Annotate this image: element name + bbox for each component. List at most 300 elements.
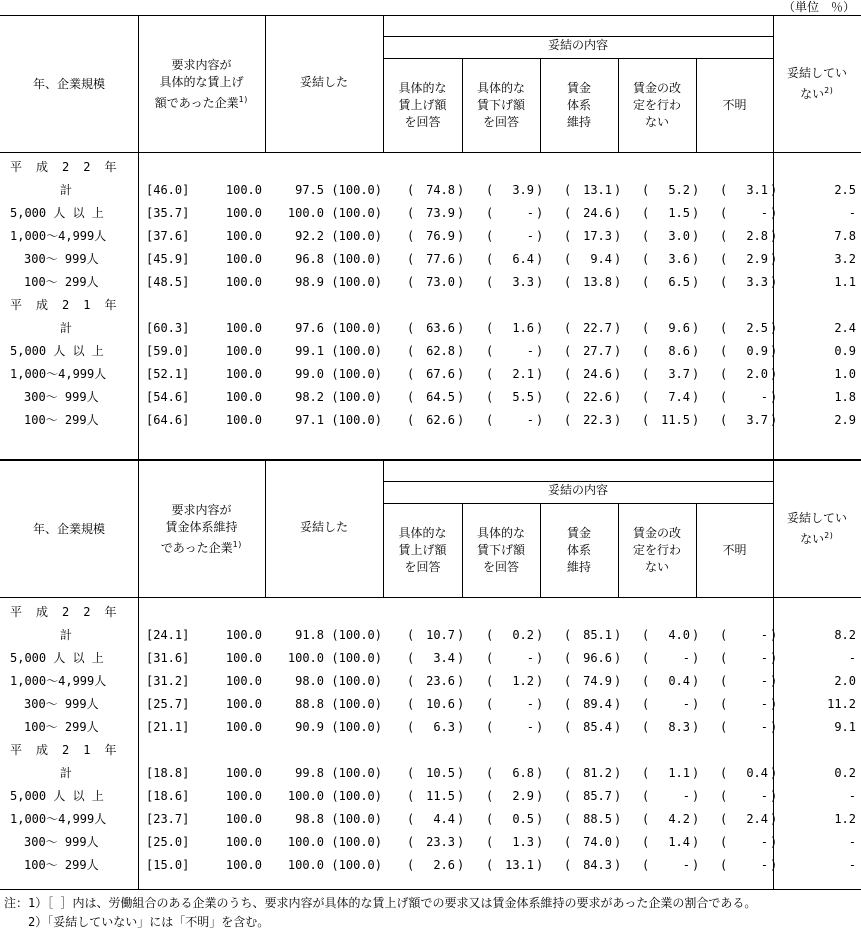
req-total: 100.0 — [225, 628, 262, 642]
header-request-line: であった企業$^{1)}$ — [160, 539, 243, 555]
header-sub-line: 賃下げ額 — [476, 97, 525, 112]
content-value-4: - — [760, 697, 768, 711]
content-value-4: 2.0 — [746, 367, 768, 381]
content-value-2: 13.8 — [583, 275, 612, 289]
req-total: 100.0 — [225, 789, 262, 803]
close-paren: ) — [770, 390, 778, 404]
close-paren: ) — [692, 812, 700, 826]
year-row — [0, 294, 861, 317]
header-sub-4 — [696, 503, 773, 597]
open-paren: ( — [486, 275, 494, 289]
content-value-0: 10.5 — [426, 766, 455, 780]
settled-total: (100.0) — [331, 229, 382, 243]
open-paren: ( — [642, 390, 650, 404]
header-sub-line: 賃金の改 — [632, 525, 681, 540]
open-paren: ( — [407, 275, 415, 289]
open-paren: ( — [486, 183, 494, 197]
content-value-0: 2.6 — [433, 858, 455, 872]
open-paren: ( — [486, 390, 494, 404]
request-share: [31.2] — [146, 674, 190, 688]
close-paren: ) — [692, 229, 700, 243]
open-paren: ( — [720, 766, 728, 780]
row-label: 計 — [60, 321, 73, 335]
table-row — [0, 202, 861, 225]
not-settled: 8.2 — [834, 628, 856, 642]
open-paren: ( — [407, 812, 415, 826]
header-divider — [696, 58, 697, 152]
content-value-1: - — [526, 413, 534, 427]
header-sub-0 — [383, 58, 462, 152]
not-settled: 2.5 — [834, 183, 856, 197]
content-value-2: 85.1 — [583, 628, 612, 642]
req-total: 100.0 — [225, 413, 262, 427]
content-value-4: 3.7 — [746, 413, 768, 427]
close-paren: ) — [692, 674, 700, 688]
open-paren: ( — [407, 413, 415, 427]
content-value-3: - — [682, 697, 690, 711]
content-value-2: 22.3 — [583, 413, 612, 427]
open-paren: ( — [642, 858, 650, 872]
close-paren: ) — [457, 628, 465, 642]
close-paren: ) — [692, 789, 700, 803]
table-row — [0, 225, 861, 248]
close-paren: ) — [692, 206, 700, 220]
close-paren: ) — [536, 390, 544, 404]
close-paren: ) — [457, 413, 465, 427]
header-sub-line: 不明 — [722, 542, 747, 557]
open-paren: ( — [720, 183, 728, 197]
header-divider — [540, 58, 541, 152]
header-divider — [265, 16, 266, 152]
settled-total: (100.0) — [331, 275, 382, 289]
settled-total: (100.0) — [331, 252, 382, 266]
req-total: 100.0 — [225, 344, 262, 358]
open-paren: ( — [407, 651, 415, 665]
close-paren: ) — [614, 275, 622, 289]
open-paren: ( — [720, 858, 728, 872]
close-paren: ) — [457, 858, 465, 872]
open-paren: ( — [486, 674, 494, 688]
settled-pct: 100.0 — [287, 206, 324, 220]
close-paren: ) — [614, 413, 622, 427]
content-value-4: - — [760, 720, 768, 734]
content-value-2: 9.4 — [590, 252, 612, 266]
req-total: 100.0 — [225, 275, 262, 289]
settled-total: (100.0) — [331, 344, 382, 358]
open-paren: ( — [564, 812, 572, 826]
content-value-2: 81.2 — [583, 766, 612, 780]
open-paren: ( — [642, 674, 650, 688]
close-paren: ) — [457, 275, 465, 289]
header-sub-line: を回答 — [482, 114, 519, 129]
content-value-0: 23.3 — [426, 835, 455, 849]
row-label: 300～ 999人 — [24, 252, 99, 266]
settled-pct: 100.0 — [287, 858, 324, 872]
close-paren: ) — [770, 413, 778, 427]
table-row — [0, 409, 861, 432]
close-paren: ) — [614, 651, 622, 665]
content-value-0: 73.9 — [426, 206, 455, 220]
header-request-line: 額であった企業$^{1)}$ — [154, 94, 249, 110]
req-total: 100.0 — [225, 858, 262, 872]
open-paren: ( — [407, 344, 415, 358]
open-paren: ( — [642, 766, 650, 780]
content-value-0: 76.9 — [426, 229, 455, 243]
close-paren: ) — [457, 367, 465, 381]
open-paren: ( — [564, 858, 572, 872]
request-share: [24.1] — [146, 628, 190, 642]
header-sub-1 — [462, 503, 540, 597]
open-paren: ( — [564, 252, 572, 266]
content-value-2: 24.6 — [583, 367, 612, 381]
open-paren: ( — [486, 229, 494, 243]
open-paren: ( — [642, 344, 650, 358]
header-not-sup: 2) — [824, 531, 834, 540]
row-label: 5,000 人 以 上 — [10, 651, 104, 665]
close-paren: ) — [457, 697, 465, 711]
content-value-1: - — [526, 697, 534, 711]
close-paren: ) — [536, 367, 544, 381]
close-paren: ) — [536, 229, 544, 243]
close-paren: ) — [614, 697, 622, 711]
header-not-line: ない$^{2)}$ — [800, 86, 834, 101]
open-paren: ( — [642, 697, 650, 711]
close-paren: ) — [770, 206, 778, 220]
header-sub-2 — [540, 503, 618, 597]
content-value-3: 8.3 — [668, 720, 690, 734]
settled-total: (100.0) — [331, 858, 382, 872]
content-value-3: - — [682, 651, 690, 665]
close-paren: ) — [692, 367, 700, 381]
header-request — [138, 461, 265, 597]
open-paren: ( — [486, 858, 494, 872]
table-row — [0, 670, 861, 693]
content-value-4: - — [760, 674, 768, 688]
close-paren: ) — [692, 697, 700, 711]
close-paren: ) — [536, 812, 544, 826]
req-total: 100.0 — [225, 321, 262, 335]
open-paren: ( — [564, 789, 572, 803]
content-value-1: 1.2 — [512, 674, 534, 688]
open-paren: ( — [564, 651, 572, 665]
open-paren: ( — [642, 628, 650, 642]
header-divider — [773, 16, 774, 152]
content-value-3: 4.0 — [668, 628, 690, 642]
header-sub-line: 賃上げ額 — [398, 542, 447, 557]
not-settled: 7.8 — [834, 229, 856, 243]
row-label: 計 — [60, 766, 73, 780]
content-value-0: 64.5 — [426, 390, 455, 404]
content-value-0: 77.6 — [426, 252, 455, 266]
open-paren: ( — [720, 812, 728, 826]
content-value-1: 2.1 — [512, 367, 534, 381]
close-paren: ) — [692, 344, 700, 358]
header-sub-line: を回答 — [482, 559, 519, 574]
header-settlement-content: 妥結の内容 — [547, 482, 608, 497]
close-paren: ) — [457, 252, 465, 266]
content-value-1: 3.3 — [512, 275, 534, 289]
settled-pct: 91.8 — [295, 628, 324, 642]
open-paren: ( — [642, 413, 650, 427]
content-value-1: 6.4 — [512, 252, 534, 266]
settled-pct: 98.9 — [295, 275, 324, 289]
close-paren: ) — [536, 252, 544, 266]
close-paren: ) — [770, 697, 778, 711]
request-share: [64.6] — [146, 413, 190, 427]
settled-total: (100.0) — [331, 183, 382, 197]
close-paren: ) — [770, 789, 778, 803]
settled-pct: 92.2 — [295, 229, 324, 243]
open-paren: ( — [407, 697, 415, 711]
content-value-1: 0.2 — [512, 628, 534, 642]
content-value-1: - — [526, 651, 534, 665]
year-label: 平成22年 — [10, 160, 131, 174]
settled-total: (100.0) — [331, 321, 382, 335]
open-paren: ( — [564, 206, 572, 220]
settled-pct: 100.0 — [287, 651, 324, 665]
req-total: 100.0 — [225, 651, 262, 665]
req-total: 100.0 — [225, 183, 262, 197]
content-value-1: - — [526, 229, 534, 243]
content-value-0: 73.0 — [426, 275, 455, 289]
open-paren: ( — [720, 206, 728, 220]
footnote-1: 注：1）［ ］内は、労働組合のある企業のうち、要求内容が具体的な賃上げ額での要求又は賃金体系維持の要求があった企業の割合である。 — [4, 896, 757, 910]
content-value-0: 6.3 — [433, 720, 455, 734]
table-header — [0, 15, 861, 153]
content-value-0: 62.8 — [426, 344, 455, 358]
request-share: [48.5] — [146, 275, 190, 289]
request-share: [25.7] — [146, 697, 190, 711]
close-paren: ) — [536, 413, 544, 427]
row-label: 1,000～4,999人 — [10, 674, 107, 688]
open-paren: ( — [642, 206, 650, 220]
content-value-0: 11.5 — [426, 789, 455, 803]
open-paren: ( — [642, 275, 650, 289]
not-settled: - — [848, 835, 856, 849]
request-share: [23.7] — [146, 812, 190, 826]
header-sub-4 — [696, 58, 773, 152]
close-paren: ) — [770, 628, 778, 642]
row-label: 計 — [60, 183, 73, 197]
not-settled: 11.2 — [827, 697, 856, 711]
header-request-line: 要求内容が — [171, 502, 232, 517]
close-paren: ) — [692, 390, 700, 404]
not-settled: 1.0 — [834, 367, 856, 381]
close-paren: ) — [536, 183, 544, 197]
open-paren: ( — [720, 252, 728, 266]
table-row — [0, 340, 861, 363]
not-settled: 2.9 — [834, 413, 856, 427]
close-paren: ) — [614, 229, 622, 243]
open-paren: ( — [642, 229, 650, 243]
settled-total: (100.0) — [331, 766, 382, 780]
close-paren: ) — [457, 183, 465, 197]
close-paren: ) — [457, 390, 465, 404]
open-paren: ( — [564, 413, 572, 427]
open-paren: ( — [486, 766, 494, 780]
content-value-0: 4.4 — [433, 812, 455, 826]
header-settled: 妥結した — [299, 520, 348, 534]
settled-pct: 88.8 — [295, 697, 324, 711]
open-paren: ( — [407, 720, 415, 734]
content-value-2: 13.1 — [583, 183, 612, 197]
req-total: 100.0 — [225, 697, 262, 711]
header-divider — [696, 503, 697, 597]
settled-total: (100.0) — [331, 674, 382, 688]
not-settled: 0.2 — [834, 766, 856, 780]
content-value-2: 22.6 — [583, 390, 612, 404]
header-sub-line: 体系 — [566, 542, 591, 557]
req-total: 100.0 — [225, 674, 262, 688]
content-value-1: - — [526, 720, 534, 734]
table-bottom-line — [0, 889, 861, 890]
close-paren: ) — [536, 628, 544, 642]
settled-total: (100.0) — [331, 413, 382, 427]
close-paren: ) — [770, 674, 778, 688]
header-sub-line: 維持 — [566, 559, 591, 574]
content-value-0: 63.6 — [426, 321, 455, 335]
open-paren: ( — [720, 835, 728, 849]
content-value-3: 11.5 — [661, 413, 690, 427]
open-paren: ( — [407, 766, 415, 780]
content-value-2: 27.7 — [583, 344, 612, 358]
content-value-4: - — [760, 651, 768, 665]
open-paren: ( — [486, 413, 494, 427]
header-divider — [138, 16, 139, 152]
content-value-3: 9.6 — [668, 321, 690, 335]
close-paren: ) — [770, 183, 778, 197]
not-settled: - — [848, 206, 856, 220]
req-total: 100.0 — [225, 766, 262, 780]
header-sub-line: 不明 — [722, 97, 747, 112]
row-label: 1,000～4,999人 — [10, 812, 107, 826]
row-label: 100～ 299人 — [24, 413, 99, 427]
request-share: [52.1] — [146, 367, 190, 381]
header-divider — [618, 503, 619, 597]
content-value-2: 24.6 — [583, 206, 612, 220]
header-sub-line: 具体的な — [398, 80, 447, 95]
close-paren: ) — [457, 344, 465, 358]
open-paren: ( — [564, 367, 572, 381]
close-paren: ) — [614, 674, 622, 688]
content-value-2: 96.6 — [583, 651, 612, 665]
settled-pct: 98.8 — [295, 812, 324, 826]
open-paren: ( — [407, 229, 415, 243]
close-paren: ) — [457, 229, 465, 243]
header-sub-line: 賃金 — [566, 80, 591, 95]
table-row — [0, 363, 861, 386]
content-value-0: 10.7 — [426, 628, 455, 642]
open-paren: ( — [720, 674, 728, 688]
settled-total: (100.0) — [331, 390, 382, 404]
header-request-line: 具体的な賃上げ — [159, 74, 244, 89]
open-paren: ( — [407, 789, 415, 803]
settled-pct: 98.0 — [295, 674, 324, 688]
close-paren: ) — [536, 674, 544, 688]
close-paren: ) — [692, 252, 700, 266]
not-settled: - — [848, 789, 856, 803]
content-value-2: 85.4 — [583, 720, 612, 734]
header-not-line: ない$^{2)}$ — [800, 531, 834, 546]
content-value-4: - — [760, 206, 768, 220]
row-label: 300～ 999人 — [24, 697, 99, 711]
close-paren: ) — [692, 413, 700, 427]
open-paren: ( — [564, 766, 572, 780]
header-divider — [618, 58, 619, 152]
open-paren: ( — [407, 674, 415, 688]
table-row — [0, 831, 861, 854]
header-year-size: 年、企業規模 — [32, 76, 105, 91]
content-value-4: 0.4 — [746, 766, 768, 780]
row-label: 100～ 299人 — [24, 858, 99, 872]
not-settled: 9.1 — [834, 720, 856, 734]
close-paren: ) — [614, 367, 622, 381]
content-value-4: - — [760, 858, 768, 872]
close-paren: ) — [457, 720, 465, 734]
not-settled: 3.2 — [834, 252, 856, 266]
settled-pct: 97.6 — [295, 321, 324, 335]
unit-label: （単位 ％） — [782, 0, 855, 14]
open-paren: ( — [720, 413, 728, 427]
settled-total: (100.0) — [331, 206, 382, 220]
open-paren: ( — [564, 183, 572, 197]
request-share: [31.6] — [146, 651, 190, 665]
header-sub-line: 定を行わ — [632, 542, 681, 557]
content-value-2: 22.7 — [583, 321, 612, 335]
not-settled: 1.1 — [834, 275, 856, 289]
req-total: 100.0 — [225, 720, 262, 734]
open-paren: ( — [486, 720, 494, 734]
header-sub-line — [383, 503, 773, 504]
open-paren: ( — [720, 697, 728, 711]
table-row — [0, 248, 861, 271]
row-label: 300～ 999人 — [24, 390, 99, 404]
open-paren: ( — [486, 697, 494, 711]
year-label: 平成21年 — [10, 298, 131, 312]
close-paren: ) — [536, 344, 544, 358]
header-sub-line: 具体的な — [398, 525, 447, 540]
content-value-3: 4.2 — [668, 812, 690, 826]
header-group-line — [383, 36, 773, 37]
content-value-4: 3.1 — [746, 183, 768, 197]
content-value-1: - — [526, 206, 534, 220]
content-value-2: 74.9 — [583, 674, 612, 688]
open-paren: ( — [642, 812, 650, 826]
open-paren: ( — [407, 390, 415, 404]
close-paren: ) — [692, 720, 700, 734]
settled-pct: 100.0 — [287, 835, 324, 849]
open-paren: ( — [564, 628, 572, 642]
year-row — [0, 601, 861, 624]
close-paren: ) — [536, 206, 544, 220]
header-sub-line: ない — [644, 114, 669, 129]
content-value-4: - — [760, 390, 768, 404]
content-value-1: 1.6 — [512, 321, 534, 335]
content-value-0: 74.8 — [426, 183, 455, 197]
request-share: [18.8] — [146, 766, 190, 780]
header-sub-3 — [618, 503, 696, 597]
open-paren: ( — [486, 206, 494, 220]
open-paren: ( — [642, 367, 650, 381]
open-paren: ( — [642, 321, 650, 335]
content-value-4: - — [760, 628, 768, 642]
header-group-line — [383, 481, 773, 482]
open-paren: ( — [407, 321, 415, 335]
content-value-1: 0.5 — [512, 812, 534, 826]
open-paren: ( — [720, 720, 728, 734]
content-value-1: 3.9 — [512, 183, 534, 197]
request-share: [45.9] — [146, 252, 190, 266]
